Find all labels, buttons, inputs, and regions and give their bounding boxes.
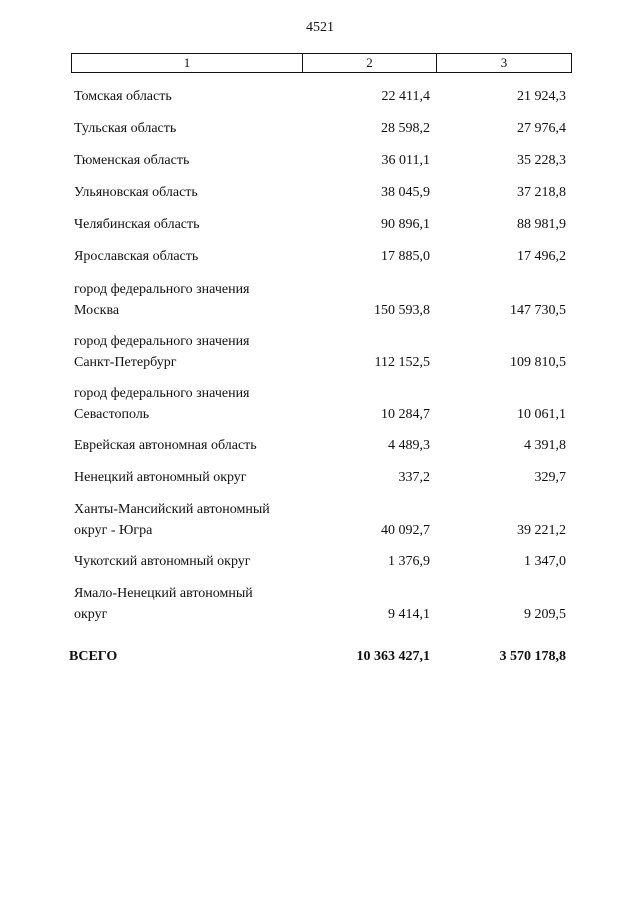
- value-col2: 28 598,2: [381, 121, 430, 136]
- region-name-line2: Севастополь: [74, 407, 150, 422]
- table-row: [0, 331, 640, 373]
- region-name: Ульяновская область: [74, 185, 198, 200]
- value-col2: 4 489,3: [388, 438, 430, 453]
- region-name: Челябинская область: [74, 217, 200, 232]
- table-row: [0, 279, 640, 321]
- value-col2: 22 411,4: [381, 89, 430, 104]
- region-name: [74, 583, 304, 625]
- region-name: Тульская область: [74, 121, 177, 136]
- region-name: [74, 383, 304, 425]
- value-col2: 112 152,5: [374, 355, 430, 370]
- value-col3: 88 981,9: [517, 217, 566, 232]
- region-name: Еврейская автономная область: [74, 438, 257, 453]
- value-col2: 150 593,8: [374, 303, 430, 318]
- value-col2: 38 045,9: [381, 185, 430, 200]
- region-name: Ярославская область: [74, 249, 199, 264]
- region-name: [74, 279, 304, 321]
- region-name: Ненецкий автономный округ: [74, 470, 247, 485]
- table-row: [0, 583, 640, 625]
- value-col2: 17 885,0: [381, 249, 430, 264]
- value-col3: 37 218,8: [517, 185, 566, 200]
- region-name: [74, 499, 304, 541]
- value-col2: 36 011,1: [381, 153, 430, 168]
- value-col3: 4 391,8: [524, 438, 566, 453]
- value-col3: 21 924,3: [517, 89, 566, 104]
- value-col3: 329,7: [534, 470, 566, 485]
- value-col2: 90 896,1: [381, 217, 430, 232]
- table-row: [0, 383, 640, 425]
- region-name-line2: Москва: [74, 303, 120, 318]
- value-col3: 10 061,1: [517, 407, 566, 422]
- region-name: Томская область: [74, 89, 172, 104]
- region-name-line1: Ханты-Мансийский автономный: [74, 502, 270, 517]
- region-name-line1: город федерального значения: [74, 282, 250, 297]
- value-col2: 40 092,7: [381, 523, 430, 538]
- page-number: 4521: [306, 20, 334, 35]
- value-col2: 1 376,9: [388, 554, 430, 569]
- value-col3: 147 730,5: [510, 303, 566, 318]
- column-header-2: 2: [303, 54, 437, 72]
- region-name-line2: округ - Югра: [74, 523, 153, 538]
- column-header-row: [71, 53, 572, 73]
- column-header-3: 3: [500, 55, 508, 70]
- value-col2: 10 284,7: [381, 407, 430, 422]
- table-row: [0, 499, 640, 541]
- value-col3: 35 228,3: [517, 153, 566, 168]
- region-name: Чукотский автономный округ: [74, 554, 251, 569]
- column-header-1: 1: [72, 54, 303, 72]
- region-name-line1: город федерального значения: [74, 386, 250, 401]
- total-value-col3: 3 570 178,8: [499, 649, 566, 664]
- region-name-line2: Санкт-Петербург: [74, 355, 177, 370]
- region-name-line1: город федерального значения: [74, 334, 250, 349]
- region-name-line2: округ: [74, 607, 108, 622]
- value-col2: 337,2: [398, 470, 430, 485]
- value-col3: 9 209,5: [524, 607, 566, 622]
- value-col3: 17 496,2: [517, 249, 566, 264]
- value-col3: 27 976,4: [517, 121, 566, 136]
- total-value-col2: 10 363 427,1: [356, 649, 430, 664]
- value-col3: 39 221,2: [517, 523, 566, 538]
- region-name: [74, 331, 304, 373]
- total-label: ВСЕГО: [69, 649, 118, 664]
- value-col2: 9 414,1: [388, 607, 430, 622]
- region-name: Тюменская область: [74, 153, 190, 168]
- region-name-line1: Ямало-Ненецкий автономный: [74, 586, 253, 601]
- value-col3: 109 810,5: [510, 355, 566, 370]
- value-col3: 1 347,0: [524, 554, 566, 569]
